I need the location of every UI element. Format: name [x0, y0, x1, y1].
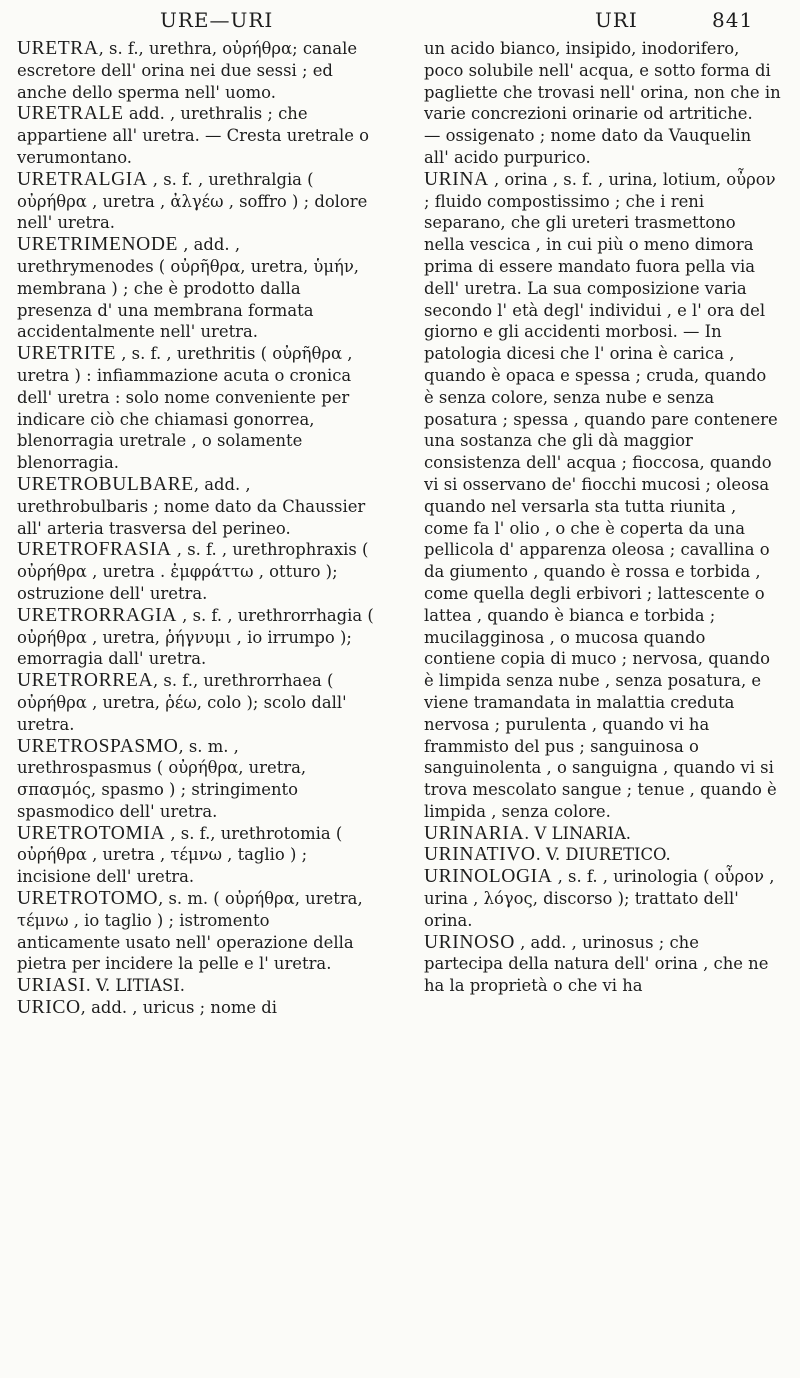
entry-headword: URINARIA: [424, 822, 525, 844]
dictionary-entry: [17, 234, 374, 343]
entry-body: , orina , s. f. , urina, lotium, οὖρον ; fluido compostissimo ; che i reni separano, che gli ureteri trasmettono nella vescica , in cui più o meno dimora prima di essere mandato fuora pella via dell' uretra. La sua composizione varia secondo l' età degl' individui , e l' ora del giorno e gli accidenti morbosi. — In patologia dicesi che l' orina è carica , quando è opaca e spessa ; cruda, quando è senza colore, senza nube e senza posatura ; spessa , quando pare contenere una sostanza che gli dà maggior consistenza dell' acqua ; fioccosa, quando vi si osservano de' fiocchi mucosi ; oleosa quando nel versarla sta tutta riunita , come fa l' olio , o che è coperta da una pellicola d' apparenza oleosa ; cavallina o da giumento , quando è rossa e torbida , come quella degli erbivori ; lattescente o lattea , quando è bianca e torbida ; mucilagginosa , o mucosa quando contiene copia di muco ; nervosa, quando è limpida senza nube , senza posatura, e viene tramandata in malattia creduta nervosa ; purulenta , quando vi ha frammisto del pus ; sanguinosa o sanguinolenta , o sanguigna , quando vi si trova mescolato sangue ; tenue , quando è limpida , senza colore.: [424, 169, 778, 821]
entry-headword: URETRALGIA: [17, 168, 148, 190]
entry-body: , s. f., urethra, οὐρήθρα; canale escretore dell' orina nei due sessi ; ed anche dello sperma nell' uomo.: [17, 39, 358, 102]
dictionary-entry: [17, 736, 374, 823]
dictionary-entry: [17, 888, 374, 975]
right-column: [424, 38, 781, 997]
dictionary-entry: [424, 125, 781, 169]
entry-body: . V LINARIA.: [524, 823, 632, 843]
left-column: [17, 38, 374, 1019]
dictionary-entry: [424, 866, 781, 931]
entry-headword: URETRORRAGIA: [17, 604, 177, 626]
entry-body: , s. m. , urethrospasmus ( οὐρήθρα, uretra, σπασμός, spasmo ) ; stringimento spasmodico dell' uretra.: [17, 736, 307, 821]
entry-body: , s. f. , urethrophraxis ( οὐρήθρα , uretra . ἐμφράττω , otturo ); ostruzione dell' uretra.: [17, 540, 369, 603]
entry-body: , s. f. , urethrorrhagia ( οὐρήθρα , uretra, ῥήγνυμι , io irrumpo ); emorragia dall' uretra.: [17, 605, 374, 669]
dictionary-entry: [424, 823, 781, 845]
page-number: 841: [712, 8, 754, 32]
dictionary-entry: [424, 844, 781, 866]
dictionary-entry: [17, 823, 374, 888]
entry-body: , add. , urinosus ; che partecipa della natura dell' orina , che ne ha la proprietà o che vi ha: [424, 932, 769, 996]
entry-body: . V. LITIASI.: [85, 976, 185, 996]
entry-body: , add. , uricus ; nome di: [80, 998, 278, 1018]
entry-headword: URETROSPASMO: [17, 735, 179, 757]
header-left: URE—URI: [160, 8, 274, 32]
dictionary-entry: [17, 343, 374, 474]
entry-body: , s. f. , urethritis ( οὐρῆθρα , uretra ) : infiammazione acuta o cronica dell' uretra : solo nome conveniente per indicare ciò che chiamasi gonorrea, blenorragia uretrale , o solamente blenorragia.: [17, 344, 353, 473]
entry-headword: URETRA: [17, 38, 99, 59]
dictionary-entry: [17, 539, 374, 604]
entry-body: , add. , urethrymenodes ( οὐρῆθρα, uretra, ὑμήν, membrana ) ; che è prodotto dalla presenza d' una membrana formata accidentalmente nell' uretra.: [17, 235, 360, 342]
entry-headword: URINATIVO: [424, 844, 536, 866]
entry-headword: URETRORREA: [17, 670, 154, 692]
entry-body: , s. m. ( οὐρήθρα, uretra, τέμνω , io taglio ) ; istromento anticamente usato nell' operazione della pietra per incidere la pelle e l' uretra.: [17, 889, 363, 974]
entry-headword: URETRITE: [17, 343, 117, 365]
entry-body: , s. f. , urinologia ( οὖρον , urina , λόγος, discorso ); trattato dell' orina.: [424, 867, 775, 930]
running-header: [0, 4, 800, 40]
entry-headword: URETROTOMO: [17, 888, 159, 910]
entry-body: — ossigenato ; nome dato da Vauquelin all' acido purpurico.: [424, 126, 752, 167]
dictionary-entry: [17, 38, 374, 103]
entry-headword: URICO: [17, 997, 81, 1019]
dictionary-entry: [17, 605, 374, 670]
dictionary-entry: [17, 670, 374, 735]
dictionary-entry: [17, 169, 374, 234]
entry-headword: URINOLOGIA: [424, 866, 553, 888]
entry-headword: URIASI: [17, 975, 86, 997]
entry-headword: URETROBULBARE: [17, 473, 194, 495]
dictionary-entry: [17, 474, 374, 539]
dictionary-entry: [17, 103, 374, 168]
dictionary-entry: [424, 169, 781, 823]
dictionary-entry: [17, 975, 374, 997]
entry-body: un acido bianco, insipido, inodorifero, poco solubile nell' acqua, e sotto forma di pagliette che trovasi nell' orina, non che in varie concrezioni orinarie od artritiche.: [424, 39, 781, 124]
entry-headword: URETROFRASIA: [17, 539, 172, 561]
entry-headword: URETRIMENODE: [17, 234, 179, 256]
entry-body: add. , urethralis ; che appartiene all' uretra. — Cresta uretrale o verumontano.: [17, 104, 369, 167]
entry-body: , s. f., urethrorrhaea ( οὐρήθρα , uretra, ῥέω, colo ); scolo dall' uretra.: [17, 671, 347, 734]
entry-headword: URETROTOMIA: [17, 822, 166, 844]
entry-body: , s. f., urethrotomia ( οὐρήθρα , uretra , τέμνω , taglio ) ; incisione dell' uretra.: [17, 823, 343, 887]
dictionary-entry: [424, 38, 781, 125]
entry-body: , s. f. , urethralgia ( οὐρήθρα , uretra , ἀλγέω , soffro ) ; dolore nell' uretra.: [17, 169, 368, 233]
entry-headword: URINOSO: [424, 931, 515, 953]
entry-headword: URINA: [424, 168, 489, 190]
dictionary-entry: [424, 932, 781, 997]
header-middle: URI: [595, 8, 638, 32]
entry-headword: URETRALE: [17, 103, 124, 125]
dictionary-entry: [17, 997, 374, 1019]
entry-body: , add. , urethrobulbaris ; nome dato da Chaussier all' arteria trasversa del perineo.: [17, 474, 366, 538]
entry-body: . V. DIURETICO.: [535, 845, 671, 865]
